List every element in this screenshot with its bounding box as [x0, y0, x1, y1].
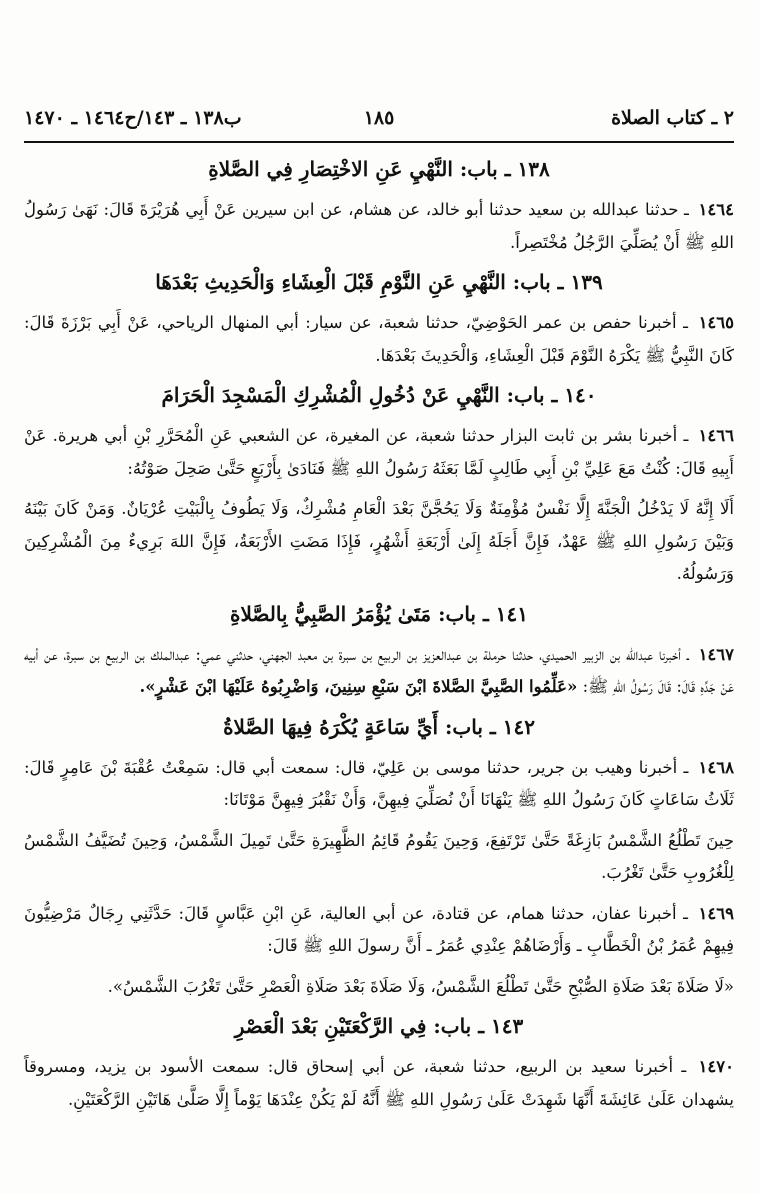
hadith-number: ١٤٦٤ — [698, 200, 734, 219]
hadith-isnad: ـ أخبرنا وهيب بن جرير، حدثنا موسى بن عَلِيّ، قال: سمعت أبي قال: سَمِعْتُ عُقْبَةَ بْنَ عَامِرٍ قَالَ: — [24, 757, 689, 777]
bab-heading: ١٣٨ ـ باب: النَّهْيِ عَنِ الاخْتِصَارِ فِي الصَّلاةِ — [208, 157, 550, 181]
hadith-number: ١٤٦٥ — [698, 313, 735, 332]
hadith-number: ١٤٦٧ — [698, 644, 735, 664]
hadith-number: ١٤٦٨ — [698, 757, 734, 777]
hadith-isnad: ـ أخبرنا عفان، حدثنا همام، عن قتادة، عن أبي العالية، عَنِ ابْنِ عَبَّاسٍ قَالَ: حَدَّثَنِي رِجَالٌ مَرْضِيُّونَ فِيهِمْ عُمَرُ بْنُ الْخَطَّابِ ـ وَأَرْضَاهُمْ عِنْدِي عُمَرُ ـ أَنَّ رسولَ اللهِ ﷺ قَالَ: — [24, 903, 734, 955]
hadith-1469 — [24, 898, 734, 963]
bab-heading: ١٤٢ ـ باب: أَيِّ سَاعَةٍ يُكْرَهُ فِيهَا الصَّلاةُ — [223, 714, 535, 739]
chapter-title: ٢ ـ كتاب الصلاة — [611, 107, 734, 129]
hadith-isnad: ـ أخبرنا حفص بن عمر الحَوْضِيّ، حدثنا شعبة، عن سيار: أبي المنهال الرياحي، عَنْ أَبِي بَرْزَةَ قَالَ: — [24, 313, 688, 332]
hadith-matn: ثَلَاثُ سَاعَاتٍ كَانَ رَسُولُ اللهِ ﷺ يَنْهَانَا أَنْ نُصَلِّيَ فِيهِنَّ، وَأَنْ نَقْبُرَ فِيهِنَّ مَوْتَانَا: — [223, 790, 734, 809]
hadith-range-reference: ب١٣٨ ـ ١٤٣/ح١٤٦٤ ـ ١٤٧٠ — [24, 107, 242, 129]
bab-heading: ١٣٩ ـ باب: النَّهْيِ عَنِ النَّوْمِ قَبْلَ الْعِشَاءِ وَالْحَدِيثِ بَعْدَهَا — [155, 270, 603, 294]
bab-heading: ١٤٠ ـ باب: النَّهْيِ عَنْ دُخُولِ الْمُشْرِكِ الْمَسْجِدَ الْحَرَامَ — [161, 383, 597, 407]
hadith-1465 — [24, 307, 734, 372]
hadith-matn-continued: حِينَ تَطْلُعُ الشَّمْسُ بَازِغَةً حَتَّىٰ تَرْتَفِعَ، وَحِينَ يَقُومُ قَائِمُ الظَّهِيرَةِ حَتَّىٰ تَمِيلَ الشَّمْسُ، وَحِينَ تُضَيَّفُ الشَّمْسُ لِلْغُرُوبِ حَتَّىٰ تَغْرُبَ. — [24, 830, 734, 882]
hadith-number: ١٤٧٠ — [698, 1057, 734, 1076]
hadith-matn: «لَا صَلَاةَ بَعْدَ صَلَاةِ الصُّبْحِ حَتَّىٰ تَطْلُعَ الشَّمْسُ، وَلَا صَلَاةَ بَعْدَ صَلَاةِ الْعَصْرِ حَتَّىٰ تَغْرُبَ الشَّمْسُ». — [107, 976, 734, 996]
hadith-isnad: ـ أخبرنا سعيد بن الربيع، حدثنا شعبة، عن أبي إسحاق قال: سمعت الأسود بن يزيد، ومسروقاً يشهدان عَلَىٰ عَائِشَةَ أَنَّهَا شَهِدَتْ عَلَىٰ رَسُولِ اللهِ ﷺ أَنَّهُ لَمْ يَكُنْ عِنْدَهَا يَوْماً إِلَّا صَلَّىٰ هَاتَيْنِ الرَّكْعَتَيْنِ. — [24, 1057, 734, 1109]
hadith-matn: «عَلِّمُوا الصَّبِيَّ الصَّلاةَ ابْنَ سَبْعِ سِنِينَ، وَاضْرِبُوهُ عَلَيْهَا ابْنَ عَشْرٍ». — [139, 677, 578, 696]
hadith-1470 — [24, 1051, 734, 1116]
hadith-number: ١٤٦٦ — [698, 426, 734, 445]
hadith-number: ١٤٦٩ — [698, 903, 734, 923]
hadith-matn: كَانَ النَّبِيُّ ﷺ يَكْرَهُ النَّوْمَ قَبْلَ الْعِشَاءِ، وَالْحَدِيثَ بَعْدَهَا. — [375, 345, 734, 365]
hadith-isnad: ـ حدثنا عبدالله بن سعيد حدثنا أبو خالد، عن هشام، عن ابن سيرين عَنْ أَبِي هُرَيْرَةَ قَالَ: — [103, 200, 689, 219]
hadith-1464 — [24, 194, 734, 259]
hadith-matn: عَنْ أَبِيهِ قَالَ: كُنْتُ مَعَ عَلِيِّ بْنِ أَبِي طَالِبٍ لَمَّا بَعَثَهُ رَسُولُ اللهِ ﷺ فَنَادَىٰ بِأَرْبَعٍ حَتَّىٰ صَحِلَ صَوْتُهُ: — [24, 426, 734, 478]
bab-heading: ١٤١ ـ باب: مَتَىٰ يُؤْمَرُ الصَّبِيُّ بِالصَّلاةِ — [229, 601, 528, 626]
hadith-1466 — [24, 420, 734, 485]
page-body — [24, 150, 734, 1124]
header-rule — [24, 141, 734, 143]
page-number: ١٨٥ — [363, 107, 395, 129]
hadith-isnad: ـ أخبرنا بشر بن ثابت البزار حدثنا شعبة، عن المغيرة، عن الشعبي عَنِ الْمُحَرَّرِ بْنِ أبي هريرة. — [52, 426, 689, 445]
page-header — [24, 98, 734, 138]
hadith-1467 — [24, 639, 734, 704]
bab-heading: ١٤٣ ـ باب: فِي الرَّكْعَتَيْنِ بَعْدَ الْعَصْرِ — [234, 1014, 524, 1038]
hadith-isnad: ـ أخبرنا عبدالله بن الزبير الحميدي، حدثنا حرملة بن عبدالعزيز بن الربيع بن سبرة بن معبد الجهني، حدثني عمي: عبدالملك بن الربيع بن سبرة، عن أبيه عَنْ جَدِّهِ قَالَ: قَالَ رَسُولُ اللهِ ﷺ: — [24, 644, 734, 696]
hadith-1468 — [24, 752, 734, 817]
hadith-matn-continued: أَلَا إِنَّهُ لَا يَدْخُلُ الْجَنَّةَ إِلَّا نَفْسٌ مُؤْمِنَةٌ وَلَا يَحُجَّنَّ بَعْدَ الْعَامِ مُشْرِكٌ، وَلَا يَطُوفُ بِالْبَيْتِ عُرْيَانٌ. وَمَنْ كَانَ بَيْنَهُ وَبَيْنَ رَسُولِ اللهِ ﷺ عَهْدٌ، فَإِنَّ أَجَلَهُ إِلَىٰ أَرْبَعَةِ أَشْهُرٍ، فَإِذَا مَضَتِ الأَرْبَعَةُ، فَإِنَّ اللهَ بَرِيءٌ مِنَ الْمُشْرِكِينَ وَرَسُولُهُ. — [24, 499, 734, 583]
hadith-matn: نَهَىٰ رَسُولُ اللهِ ﷺ أَنْ يُصَلِّيَ الرَّجُلُ مُخْتَصِراً. — [24, 200, 734, 252]
